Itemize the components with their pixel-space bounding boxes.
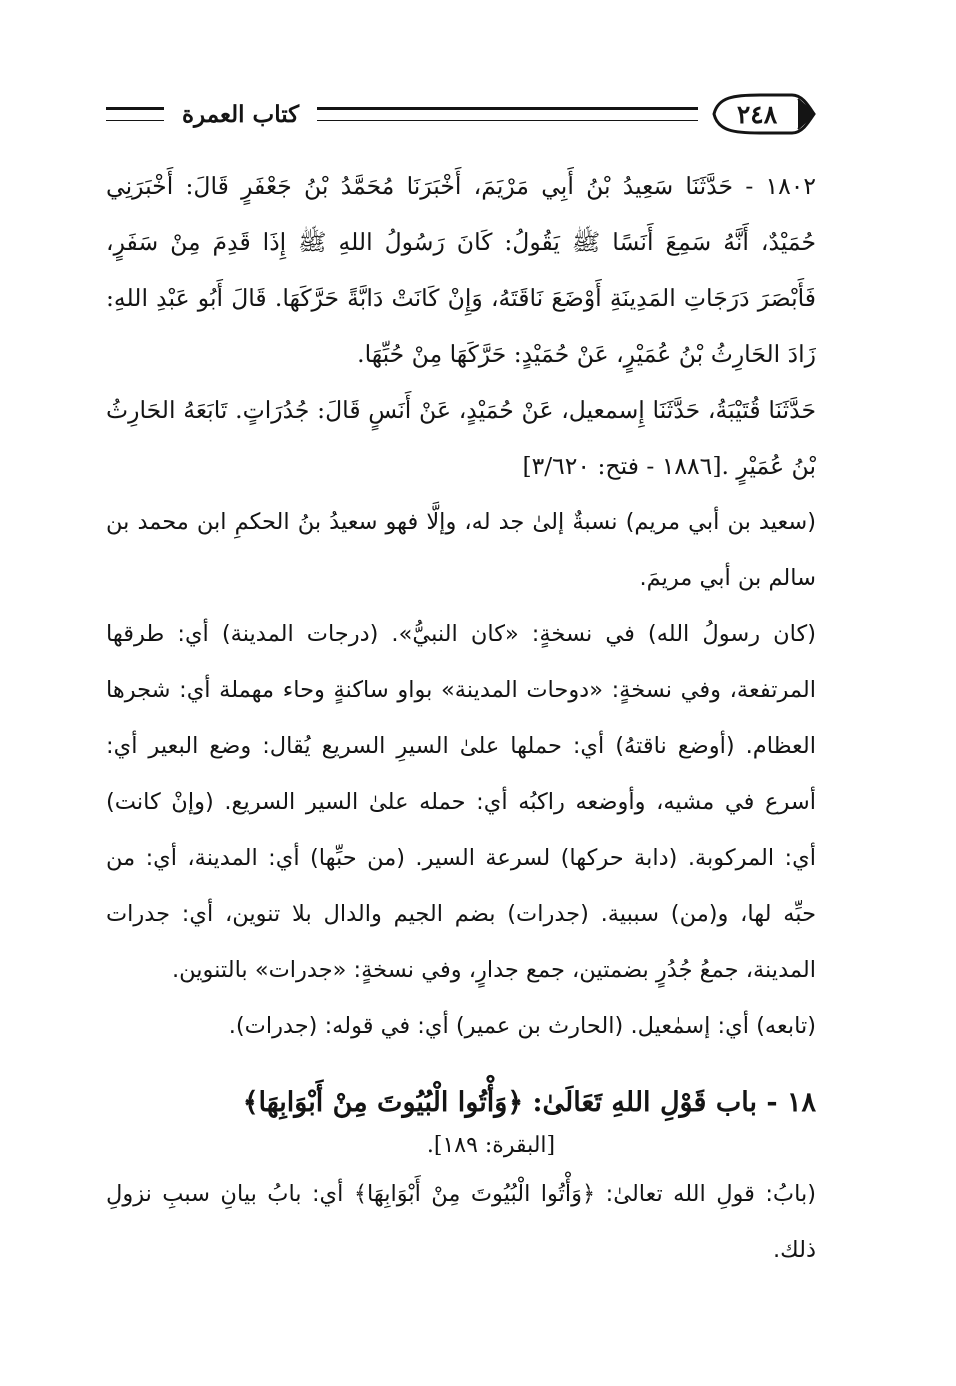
page-number: ٢٤٨ xyxy=(736,99,778,129)
chapter-reference: [البقرة: ١٨٩]. xyxy=(426,1133,556,1158)
header-rule-short xyxy=(106,107,164,121)
closing-paragraph: (بابُ: قولِ الله تعالىٰ: ﴿وَأْتُوا الْبُيُوتَ مِنْ أَبْوَابِهَا﴾ أي: بابُ بيانِ سببِ نزولِ ذلك. xyxy=(106,1181,816,1263)
page-header xyxy=(106,86,816,142)
header-rule-long xyxy=(317,107,698,121)
commentary-paragraph: (سعيد بن أبي مريم) نسبةٌ إلىٰ جد له، وإلَّا فهو سعيدُ بنُ الحكمِ ابن محمد بن سالم بن أبي مريمَ. xyxy=(106,509,816,591)
page-number-ornament xyxy=(708,91,816,137)
running-head-title: كتاب العمرة xyxy=(182,100,300,128)
commentary-paragraph: (كان رسولُ الله) في نسخةٍ: «كان النبيُّ». (درجات المدينة) أي: طرقها المرتفعة، وفي نسخةٍ: «دوحات المدينة» بواو ساكنةٍ وحاء مهملة أي: شجرها العظام. (أوضع ناقتهُ) أي: حملها علىٰ السيرِ السريع يُقال: وضع البعير أي: أسرع في مشيه، وأوضعه راكبُه أي: حمله علىٰ السير السريع. (وإنْ كانت) أي: المركوبة. (دابة حركها) لسرعة السير. (من حبِّها) أي: المدينة، أي: من حبِّه لها، و(من) سببية. (جدرات) بضم الجيم والدال بلا تنوين، أي: جدرات المدينة، جمعُ جُدُرٍ بضمتين، جمع جدارٍ، وفي نسخةٍ: «جدرات» بالتنوين. xyxy=(106,621,816,983)
page-content xyxy=(106,158,816,1278)
commentary-paragraph: (تابعه) أي: إسمٰعيل. (الحارث بن عمير) أي: في قوله: (جدرات). xyxy=(228,1013,816,1039)
chapter-heading: ١٨ - باب قَوْلِ اللهِ تَعَالَىٰ: ﴿وَأْتُوا الْبُيُوتَ مِنْ أَبْوَابِهَا﴾ xyxy=(242,1087,816,1118)
hadith-paragraph: حَدَّثَنَا قُتَيْبَةُ، حَدَّثَنَا إِسمعيل، عَنْ حُمَيْدٍ، عَنْ أَنَسٍ قَالَ: جُدُرَاتٍ. تَابَعَهُ الحَارِثُ بْنُ عُمَيْرٍ .[١٨٨٦ - فتح: ٣/٦٢٠] xyxy=(106,396,816,480)
hadith-paragraph: ١٨٠٢ - حَدَّثَنَا سَعِيدُ بْنُ أَبِي مَرْيَمَ، أَخْبَرَنَا مُحَمَّدُ بْنُ جَعْفَرٍ قَالَ: أَخْبَرَنِي حُمَيْدٌ، أَنَّهُ سَمِعَ أَنَسًا ﷺ يَقُولُ: كَانَ رَسُولُ اللهِ ﷺ إِذَا قَدِمَ مِنْ سَفَرٍ، فَأَبْصَرَ دَرَجَاتِ المَدِينَةِ أَوْضَعَ نَاقَتَهُ، وَإِنْ كَانَتْ دَابَّةً حَرَّكَهَا. قَالَ أَبُو عَبْدِ اللهِ: زَادَ الحَارِثُ بْنُ عُمَيْرٍ، عَنْ حُمَيْدٍ: حَرَّكَهَا مِنْ حُبِّهَا. xyxy=(106,172,817,368)
